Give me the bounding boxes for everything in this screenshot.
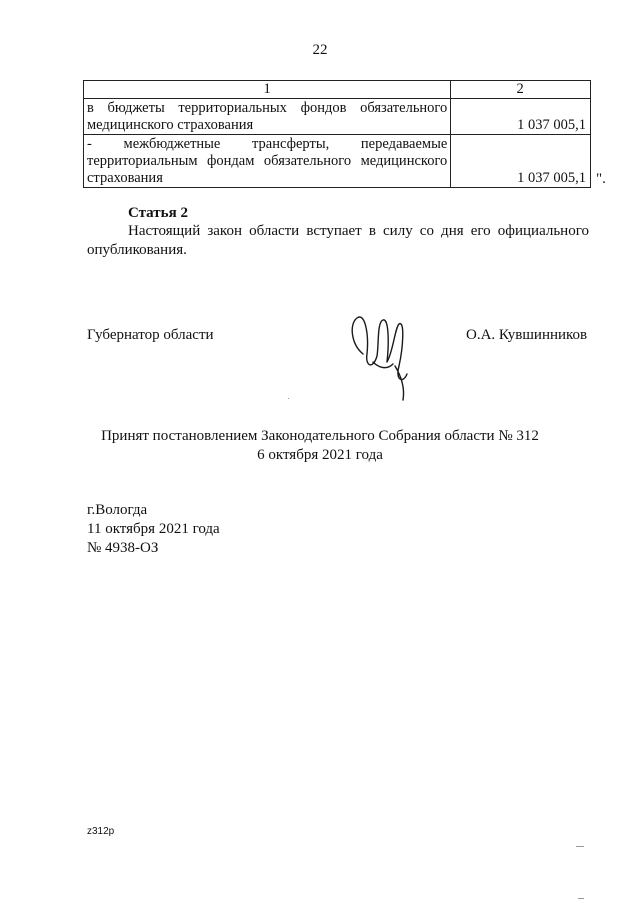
adoption-date: 6 октября 2021 года (257, 447, 383, 463)
page-number: 22 (312, 42, 328, 58)
table-header-row (84, 81, 591, 99)
scan-speck (578, 898, 584, 899)
scan-speck (576, 846, 584, 847)
table-cell-value: 1 037 005,1 (451, 99, 591, 135)
table-cell-value: 1 037 005,1 (451, 135, 591, 188)
governor-name: О.А. Кувшинников (466, 327, 588, 343)
document-code: z312p (87, 826, 115, 837)
table-row (84, 135, 591, 188)
city: г.Вологда (87, 502, 148, 518)
table-header-cell: 1 (84, 81, 451, 99)
place-date-block (87, 501, 220, 558)
table-row (84, 99, 591, 135)
budget-table (83, 80, 591, 188)
closing-quote: ". (596, 171, 606, 187)
scan-speck (288, 398, 289, 399)
governor-position: Губернатор области (87, 327, 214, 343)
adoption-line: Принят постановлением Законодательного Собрания области № 312 (101, 428, 539, 444)
article-text: Настоящий закон области вступает в силу со дня его официального опубликования. (87, 223, 589, 258)
table-header-cell: 2 (451, 81, 591, 99)
adoption-statement (0, 427, 640, 465)
signing-date: 11 октября 2021 года (87, 521, 220, 537)
table-cell-text: в бюджеты территориальных фондов обязательного медицинского страхования (84, 99, 451, 135)
article-title: Статья 2 (128, 205, 188, 221)
handwritten-signature (343, 304, 413, 404)
table-cell-text: - межбюджетные трансферты, передаваемые территориальным фондам обязательного медицинского страхования (84, 135, 451, 188)
law-number: № 4938-ОЗ (87, 540, 159, 556)
